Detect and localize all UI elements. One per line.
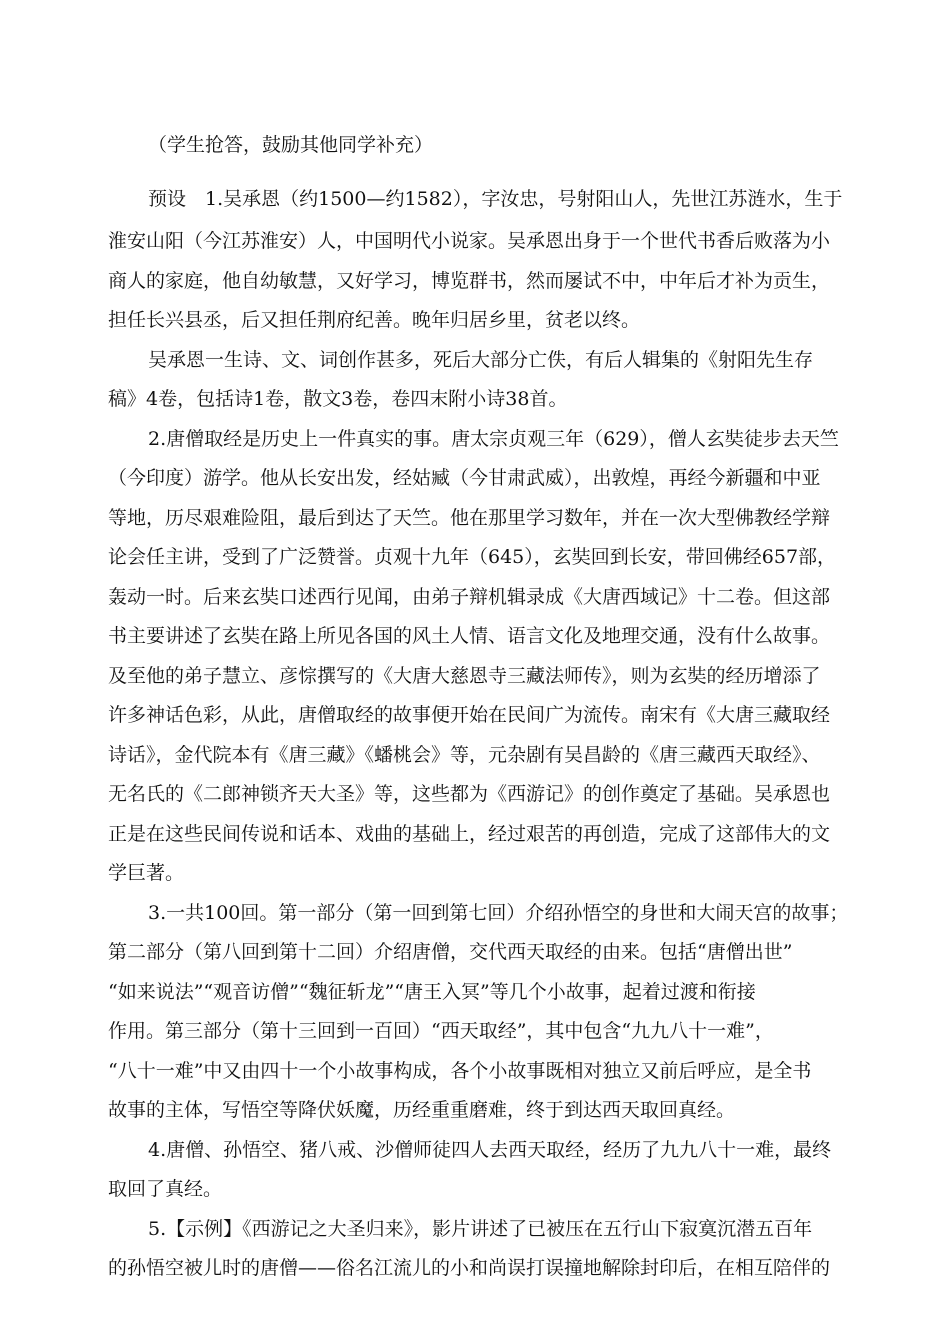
text-line: 3.一共100回。第一部分（第一回到第七回）介绍孙悟空的身世和大闹天宫的故事； — [148, 902, 849, 924]
text-line: 无名氏的《二郎神锁齐天大圣》等，这些都为《西游记》的创作奠定了基础。吴承恩也 — [108, 783, 831, 805]
text-line: 作用。第三部分（第十三回到一百回）“西天取经”，其中包含“九九八十一难”， — [108, 1020, 774, 1042]
text-line: 正是在这些民间传说和话本、戏曲的基础上，经过艰苦的再创造，完成了这部伟大的文 — [108, 823, 831, 845]
text-line: （今印度）游学。他从长安出发，经姑臧（今甘肃武威），出敦煌，再经今新疆和中亚 — [108, 467, 821, 489]
text-line: 的孙悟空被儿时的唐僧——俗名江流儿的小和尚误打误撞地解除封印后，在相互陪伴的 — [108, 1257, 831, 1279]
text-line: 预设 1.吴承恩（约1500—约1582），字汝忠，号射阳山人，先世江苏涟水，生于 — [148, 188, 843, 210]
text-line: 故事的主体，写悟空等降伏妖魔，历经重重磨难，终于到达西天取回真经。 — [108, 1099, 736, 1121]
text-line: 轰动一时。后来玄奘口述西行见闻，由弟子辩机辑录成《大唐西域记》十二卷。但这部 — [108, 586, 831, 608]
text-line: （学生抢答，鼓励其他同学补充） — [148, 134, 434, 156]
text-line: “如来说法”“观音访僧”“魏征斩龙”“唐王入冥”等几个小故事，起着过渡和衔接 — [108, 981, 756, 1003]
text-line: 等地，历尽艰难险阻，最后到达了天竺。他在那里学习数年，并在一次大型佛教经学辩 — [108, 507, 831, 529]
text-line: 及至他的弟子慧立、彦悰撰写的《大唐大慈恩寺三藏法师传》，则为玄奘的经历增添了 — [108, 665, 821, 687]
text-line: 淮安山阳（今江苏淮安）人，中国明代小说家。吴承恩出身于一个世代书香后败落为小 — [108, 230, 831, 252]
text-line: 论会任主讲，受到了广泛赞誉。贞观十九年（645），玄奘回到长安，带回佛经657部， — [108, 546, 837, 568]
text-line: “八十一难”中又由四十一个小故事构成，各个小故事既相对独立又前后呼应，是全书 — [108, 1060, 812, 1082]
text-line: 第二部分（第八回到第十二回）介绍唐僧，交代西天取经的由来。包括“唐僧出世” — [108, 941, 793, 963]
text-line: 担任长兴县丞，后又担任荆府纪善。晚年归居乡里，贫老以终。 — [108, 309, 641, 331]
text-line: 5.【示例】《西游记之大圣归来》，影片讲述了已被压在五行山下寂寞沉潜五百年 — [148, 1218, 813, 1240]
text-line: 2.唐僧取经是历史上一件真实的事。唐太宗贞观三年（629），僧人玄奘徒步去天竺 — [148, 428, 839, 450]
text-line: 学巨著。 — [108, 862, 185, 884]
text-line: 商人的家庭，他自幼敏慧，又好学习，博览群书，然而屡试不中，中年后才补为贡生， — [108, 270, 831, 292]
text-line: 取回了真经。 — [108, 1178, 223, 1200]
text-line: 稿》4卷，包括诗1卷，散文3卷，卷四末附小诗38首。 — [108, 388, 568, 410]
text-line: 4.唐僧、孙悟空、猪八戒、沙僧师徒四人去西天取经，经历了九九八十一难，最终 — [148, 1139, 832, 1161]
text-line: 吴承恩一生诗、文、词创作甚多，死后大部分亡佚，有后人辑集的《射阳先生存 — [148, 349, 814, 371]
text-line: 许多神话色彩，从此，唐僧取经的故事便开始在民间广为流传。南宋有《大唐三藏取经 — [108, 704, 831, 726]
text-line: 诗话》，金代院本有《唐三藏》《蟠桃会》等，元杂剧有吴昌龄的《唐三藏西天取经》、 — [108, 744, 821, 766]
text-line: 书主要讲述了玄奘在路上所见各国的风土人情、语言文化及地理交通，没有什么故事。 — [108, 625, 831, 647]
